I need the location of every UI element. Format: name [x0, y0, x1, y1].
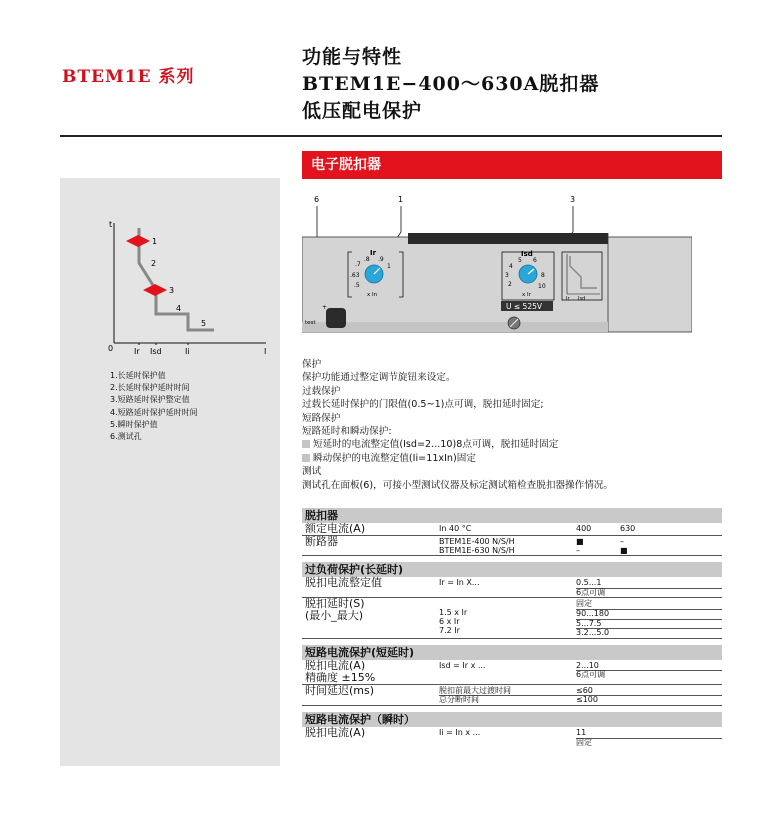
ir-dial-label: Ir — [370, 249, 377, 257]
desc-line: 过载保护 — [302, 385, 341, 397]
breaker-model: BTEM1E-400 N/S/H — [439, 537, 515, 546]
rated-values — [576, 523, 722, 535]
ir-scale-0: .5 — [354, 282, 360, 289]
curve-label-1: 1 — [152, 237, 158, 246]
ir-scale-2: .7 — [355, 261, 361, 268]
overload-current-values — [576, 577, 722, 597]
curve-label-4: 4 — [176, 304, 182, 313]
availability-630: ■ — [620, 545, 628, 555]
legend-item: 6.测试孔 — [110, 432, 142, 442]
callout-6: 6 — [314, 195, 320, 204]
short-time-label: 时间延迟(ms) — [305, 683, 375, 697]
brand-series-label: BTEM1E 系列 — [62, 67, 195, 87]
isd-unit: x Ir — [522, 292, 531, 298]
isd-scale-1: 3 — [505, 272, 509, 279]
spec-table — [302, 508, 722, 747]
header-divider — [60, 135, 722, 137]
desc-bullet — [302, 452, 722, 465]
short-range: 2...10 — [576, 662, 722, 672]
curve-x-tick-ir: Ir — [134, 347, 140, 356]
panel-bottom-strip — [302, 322, 608, 332]
short-values — [576, 660, 722, 684]
breaker-label: 断路器 — [305, 535, 338, 548]
overload-current-label: 脱扣电流整定值 — [305, 576, 382, 590]
table-row — [302, 598, 722, 638]
overload-current-formula: Ir = In X... — [439, 578, 480, 588]
delay-cond: 6 x Ir — [439, 616, 460, 626]
isd-scale-3: 5 — [518, 257, 522, 264]
breaker-model: BTEM1E-630 N/S/H — [439, 545, 515, 555]
desc-line: 保护 — [302, 359, 322, 370]
time-cond: 脱扣前最大过渡时间 — [439, 687, 576, 697]
legend-item: 5.瞬时保护值 — [110, 419, 158, 429]
short-formula: Isd = Ir x ... — [439, 660, 486, 670]
test-label: test — [305, 320, 316, 326]
time-value: ≤60 — [576, 687, 722, 697]
trip-curve-panel — [60, 178, 280, 766]
overload-points: 6点可调 — [576, 587, 606, 597]
voltage-label: U ≤ 525V — [506, 302, 542, 311]
delay-cond: 1.5 x Ir — [439, 608, 468, 618]
short-time-values — [576, 685, 722, 705]
delay-fixed: 固定 — [576, 600, 722, 610]
table-row — [302, 536, 722, 556]
table-row — [302, 727, 722, 747]
callout-1: 1 — [398, 195, 404, 204]
title-line-2: BTEM1E−400～630A脱扣器 — [302, 73, 600, 95]
instant-formula: Ii = In x ... — [439, 727, 481, 737]
table-row — [302, 685, 722, 706]
table-row — [302, 660, 722, 685]
isd-scale-2: 4 — [509, 263, 513, 270]
callout-3: 3 — [570, 195, 576, 204]
curve-x-tick-ii: Ii — [185, 347, 190, 356]
delay-value: 90...180 — [576, 610, 722, 620]
legend-item: 1.长延时保护值 — [110, 371, 166, 380]
ir-scale-1: .63 — [350, 272, 360, 279]
overload-delay-sublabel: (最小_最大) — [305, 609, 364, 623]
breaker-models — [439, 536, 576, 555]
ir-scale-4: .9 — [378, 256, 384, 263]
ir-scale-5: 1 — [387, 263, 391, 270]
panel-top-bar — [408, 233, 608, 244]
isd-scale-4: 6 — [533, 257, 537, 264]
mini-tick-isd: Isd — [578, 296, 586, 302]
page-title — [302, 44, 599, 125]
overload-delay-label: 脱扣延时(S) — [305, 597, 365, 611]
desc-line: 短延时的电流整定值(Isd=2...10)8点可调，脱扣延时固定 — [313, 439, 559, 451]
instant-values — [576, 727, 722, 747]
curve-origin: 0 — [108, 344, 114, 353]
test-plus-sign: + — [322, 304, 328, 311]
trip-curve-diagram — [96, 208, 276, 368]
delay-cond: 7.2 Ir — [439, 625, 460, 635]
ir-scale-3: .8 — [364, 256, 370, 263]
desc-line: 过载长延时保护的门限值(0.5~1)点可调，脱扣延时固定; — [302, 399, 544, 411]
desc-line: 保护功能通过整定调节旋钮来设定。 — [302, 372, 456, 384]
protection-description — [302, 358, 722, 492]
isd-scale-5: 8 — [541, 272, 545, 279]
delay-value: 5...7.5 — [576, 620, 722, 630]
overload-delay-conds — [439, 598, 576, 637]
isd-scale-0: 2 — [508, 281, 512, 288]
title-line-1: 功能与特性 — [302, 46, 403, 68]
ir-unit: x In — [367, 292, 378, 298]
desc-line: 测试孔在面板(6)，可接小型测试仪器及标定测试箱检查脱扣器操作情况。 — [302, 479, 613, 491]
rated-value-400: 400 — [576, 524, 592, 533]
spec-section-instant: 短路电流保护（瞬时） — [302, 712, 722, 727]
time-value: ≤100 — [576, 695, 598, 705]
legend-item: 4.短路延时保护延时时间 — [110, 407, 198, 417]
overload-range: 0.5...1 — [576, 579, 722, 589]
instant-value: 11 — [576, 729, 722, 739]
section-title-bar: 电子脱扣器 — [302, 151, 722, 179]
short-accuracy-label: 精确度 ±15% — [305, 670, 376, 684]
table-row — [302, 577, 722, 598]
spec-section-short-delay: 短路电流保护(短延时) — [302, 645, 722, 660]
short-current-label: 脱扣电流(A) — [305, 658, 366, 672]
desc-bullet — [302, 438, 722, 451]
title-line-3: 低压配电保护 — [302, 100, 423, 122]
curve-x-label: I — [264, 347, 267, 356]
isd-scale-6: 10 — [538, 283, 546, 290]
desc-line: 短路保护 — [302, 412, 341, 424]
availability-400: – — [576, 545, 580, 555]
time-cond: 总分断时间 — [439, 695, 479, 705]
rated-value-630: 630 — [620, 524, 636, 533]
trip-curve-line — [139, 228, 214, 330]
curve-x-tick-isd: Isd — [150, 347, 162, 356]
curve-label-2: 2 — [151, 259, 157, 268]
test-port[interactable] — [326, 308, 346, 328]
legend-item: 2.长延时保护延时时间 — [110, 383, 190, 393]
isd-dial-label: Isd — [521, 250, 533, 258]
breaker-availability-row — [576, 547, 722, 556]
bullet-square-icon — [302, 440, 310, 448]
instant-note: 固定 — [576, 737, 592, 747]
legend-item: 3.短路延时保护整定值 — [110, 395, 190, 405]
breaker-availability-row — [576, 538, 722, 547]
rated-current-label: 额定电流(A) — [305, 522, 366, 535]
spec-section-tripper: 脱扣器 — [302, 508, 722, 523]
rated-current-cond: In 40 °C — [439, 524, 472, 533]
desc-line: 短路延时和瞬动保护: — [302, 426, 392, 438]
curve-y-label: t — [109, 220, 113, 229]
overload-delay-values — [576, 598, 722, 637]
panel-body — [302, 237, 692, 332]
trip-unit-panel-diagram — [302, 192, 692, 342]
overload-delay-labels — [302, 598, 439, 637]
curve-label-5: 5 — [201, 319, 207, 328]
mini-tick-ir: Ir — [566, 296, 570, 302]
instant-current-label: 脱扣电流(A) — [305, 725, 366, 739]
short-time-conds — [439, 685, 576, 705]
curve-legend — [110, 370, 198, 443]
spec-section-overload: 过负荷保护(长延时) — [302, 562, 722, 577]
availability-400: ■ — [576, 537, 584, 546]
table-row — [302, 523, 722, 536]
delay-value: 3.2...5.0 — [576, 628, 610, 638]
short-current-labels — [302, 660, 439, 684]
bullet-square-icon — [302, 454, 310, 462]
availability-630: – — [620, 537, 624, 546]
desc-line: 瞬动保护的电流整定值(Ii=11xIn)固定 — [313, 452, 476, 464]
breaker-availability — [576, 536, 722, 555]
desc-line: 测试 — [302, 466, 322, 478]
short-points: 6点可调 — [576, 670, 606, 680]
curve-label-3: 3 — [169, 286, 175, 295]
